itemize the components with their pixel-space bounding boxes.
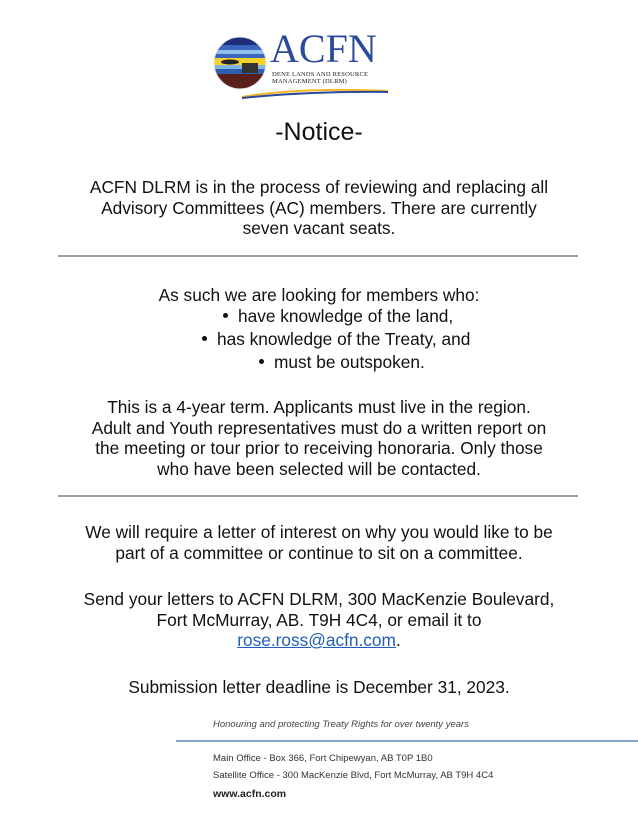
letter-paragraph — [40, 522, 598, 563]
looking-for-text: As such we are looking for members who: — [158, 285, 480, 305]
bullet-item — [223, 306, 453, 327]
satellite-office-address: Satellite Office - 300 MacKenzie Blvd, Fort McMurray, AB T9H 4C4 — [213, 770, 494, 781]
logo-swoosh-icon — [240, 85, 390, 99]
main-office-address: Main Office - Box 366, Fort Chipewyan, AB T0P 1B0 — [213, 753, 433, 764]
bullet-item — [202, 329, 470, 350]
footer-tagline: Honouring and protecting Treaty Rights for over twenty years — [213, 719, 469, 730]
logo-subtitle-line: MANAGEMENT (DLRM) — [272, 78, 347, 85]
logo-wordmark: ACFN — [270, 26, 377, 71]
email-line — [40, 630, 598, 651]
term-line: who have been selected will be contacted. — [157, 458, 481, 479]
intro-line: ACFN DLRM is in the process of reviewing and replacing all — [89, 177, 549, 197]
bullet-icon — [259, 359, 264, 364]
term-line: This is a 4-year term. Applicants must live in the region. — [107, 397, 531, 417]
term-line: Adult and Youth representatives must do a written report on — [91, 417, 547, 438]
bullet-text: has knowledge of the Treaty, and — [217, 329, 471, 349]
logo-subtitle — [272, 71, 368, 85]
send-line: Fort McMurray, AB. T9H 4C4, or email it to — [156, 609, 482, 630]
notice-title: -Notice- — [275, 118, 363, 146]
intro-line: Advisory Committees (AC) members. There are currently — [101, 197, 537, 218]
bullet-text: must be outspoken. — [274, 352, 425, 372]
deadline-text: Submission letter deadline is December 31, 2023. — [128, 677, 510, 697]
bullet-icon — [202, 336, 207, 341]
separator — [58, 255, 578, 257]
email-suffix: . — [395, 630, 401, 650]
term-paragraph — [40, 397, 598, 479]
acfn-logo — [212, 26, 392, 98]
send-paragraph — [40, 589, 598, 651]
logo-subtitle-line: DENE LANDS AND RESOURCE — [272, 71, 369, 78]
logo-emblem-icon — [212, 35, 268, 91]
send-line: Send your letters to ACFN DLRM, 300 MacKenzie Boulevard, — [83, 589, 555, 609]
letter-line: part of a committee or continue to sit on a committee. — [115, 542, 523, 563]
bullet-item — [259, 352, 425, 373]
bullet-text: have knowledge of the land, — [238, 306, 454, 326]
website-link[interactable]: www.acfn.com — [213, 788, 287, 800]
bullet-icon — [223, 313, 228, 318]
term-line: the meeting or tour prior to receiving honoraria. Only those — [95, 438, 543, 458]
letter-line: We will require a letter of interest on why you would like to be — [85, 522, 553, 542]
intro-paragraph — [40, 177, 598, 239]
email-link[interactable]: rose.ross@acfn.com — [237, 630, 396, 650]
footer-divider — [176, 740, 638, 742]
intro-line: seven vacant seats. — [242, 218, 396, 238]
separator — [58, 495, 578, 497]
